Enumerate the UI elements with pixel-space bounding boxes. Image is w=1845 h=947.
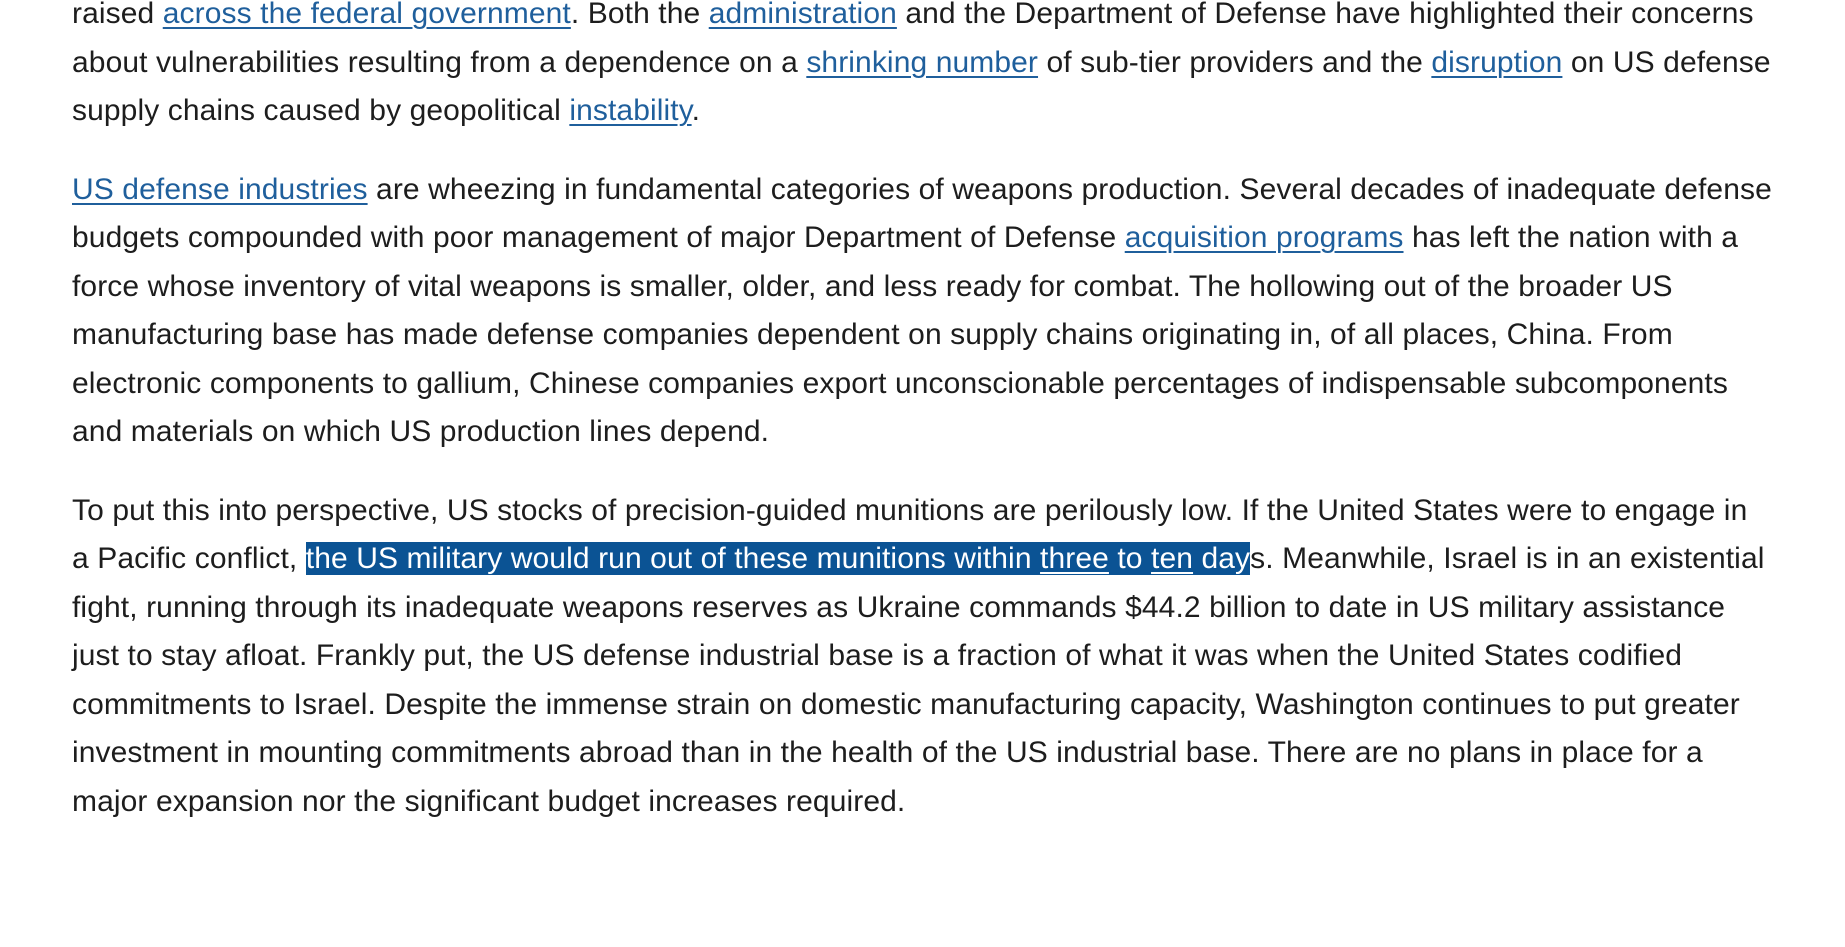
selected-text: the US military would run out of these munitions within (305, 542, 1041, 575)
paragraph-munitions-perspective[interactable] (72, 487, 1772, 827)
text-segment: s. Meanwhile, Israel is in an existential fight, running through its inadequate weapons reserves as Ukraine commands $44.2 billion to date in US military assistance just to stay afloat. Frankly put, the US defense industrial base is a fraction of what it was when the United States codified commitments to Israel. Despite the immense strain on domestic manufacturing capacity, Washington continues to put greater investment in mounting commitments abroad than in the health of the US industrial base. There are no plans in place for a major expansion nor the significant budget increases required. (72, 542, 1765, 818)
link-across-federal-government[interactable]: across the federal government (162, 0, 571, 30)
text-selection-highlight[interactable] (306, 542, 1250, 575)
link-acquisition-programs[interactable]: acquisition programs (1124, 221, 1404, 254)
link-ten[interactable]: ten (1151, 542, 1194, 575)
text-segment: are wheezing in fundamental categories of weapons production. Several decades of inadequate defense budgets compounded with poor management of major Department of Defense (72, 172, 1772, 254)
paragraph-defense-industries[interactable] (72, 166, 1772, 457)
text-segment: on US defense supply chains caused by geopolitical (72, 45, 1771, 127)
link-administration[interactable]: administration (708, 0, 897, 30)
text-segment: raised (72, 0, 163, 30)
text-segment: of sub-tier providers and the (1038, 45, 1432, 79)
text-segment: To put this into perspective, US stocks of precision-guided munitions are perilously low. If the United States were to engage in a Pacific conflict, (72, 493, 1748, 575)
paragraph-supply-chain-concerns[interactable] (72, 0, 1772, 136)
link-three[interactable]: three (1040, 542, 1109, 575)
link-instability[interactable]: instability (569, 94, 692, 127)
article-body (72, 0, 1772, 856)
selected-text: day (1193, 542, 1251, 575)
text-segment: has left the nation with a force whose inventory of vital weapons is smaller, older, and less ready for combat. The hollowing out of the broader US manufacturing base has made defense companies dependent on supply chains originating in, of all places, China. From electronic components to gallium, Chinese companies export unconscionable percentages of indispensable subcomponents and materials on which US production lines depend. (72, 221, 1739, 448)
link-disruption[interactable]: disruption (1431, 45, 1563, 79)
text-segment: . (691, 94, 701, 127)
link-us-defense-industries[interactable]: US defense industries (72, 172, 368, 206)
text-segment: and the Department of Defense have highlighted their concerns about vulnerabilities resulting from a dependence on a (72, 0, 1754, 79)
link-shrinking-number[interactable]: shrinking number (806, 45, 1039, 79)
text-segment: . Both the (570, 0, 709, 30)
selected-text: to (1108, 542, 1152, 575)
